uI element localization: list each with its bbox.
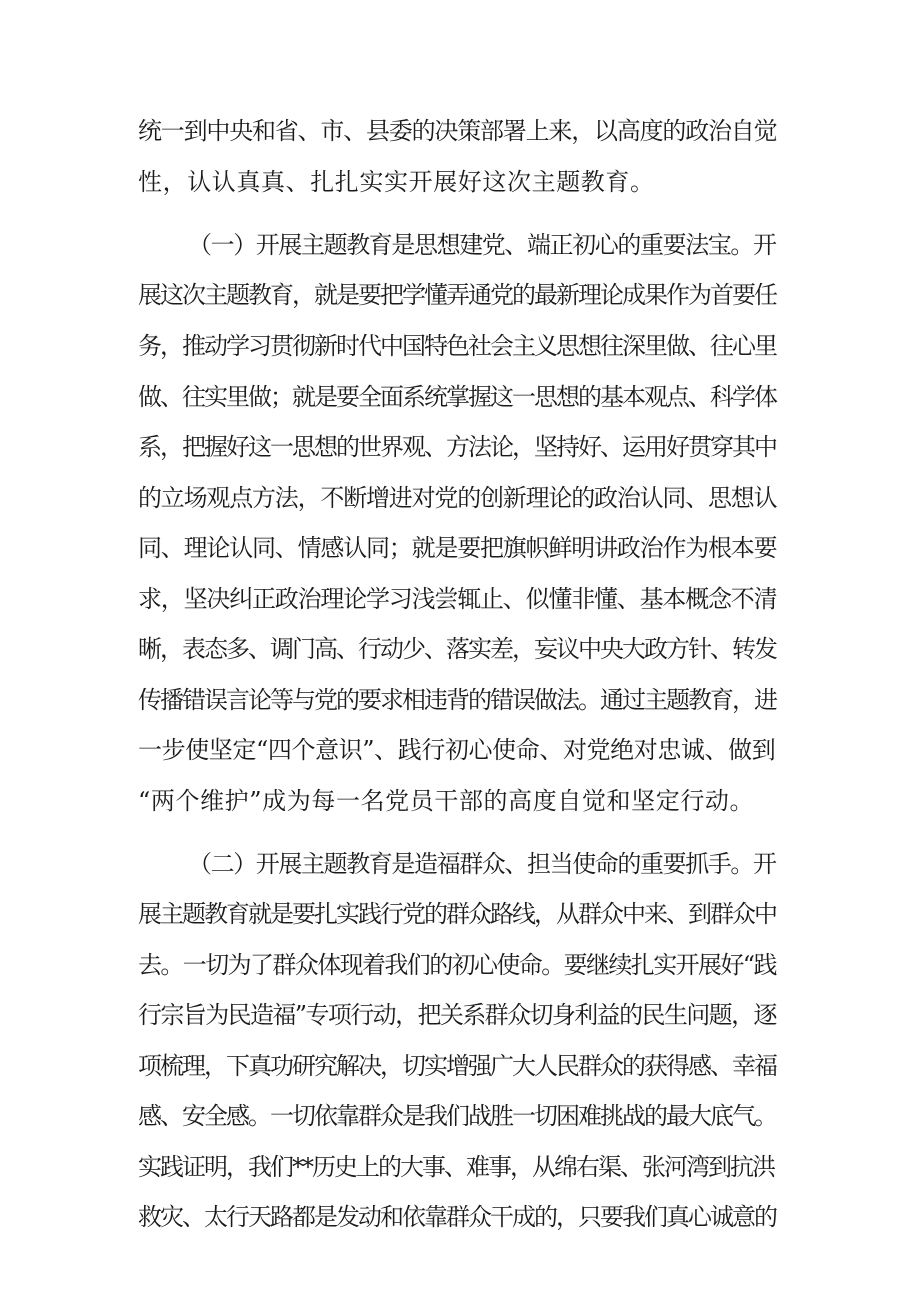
text-line: 行宗旨为民造福”专项行动，把关系群众切身利益的民生问题，逐 bbox=[138, 1001, 776, 1029]
paragraph-heading-line: （一）开展主题教育是思想建党、端正初心的重要法宝。开 bbox=[188, 231, 776, 259]
paragraph-heading-line: （二）开展主题教育是造福群众、担当使命的重要抓手。开 bbox=[188, 850, 776, 878]
text-line: 一步使坚定“四个意识”、践行初心使命、对党绝对忠诚、做到 bbox=[138, 736, 776, 764]
text-line: 系，把握好这一思想的世界观、方法论，坚持好、运用好贯穿其中 bbox=[138, 433, 776, 461]
text-line: “两个维护”成为每一名党员干部的高度自觉和坚定行动。 bbox=[138, 787, 755, 815]
text-line: 去。一切为了群众体现着我们的初心使命。要继续扎实开展好“践 bbox=[138, 951, 776, 979]
text-line: 实践证明，我们**历史上的大事、难事，从绵右渠、张河湾到抗洪 bbox=[138, 1153, 774, 1181]
text-line: 展这次主题教育，就是要把学懂弄通党的最新理论成果作为首要任 bbox=[138, 281, 776, 309]
text-line: 展主题教育就是要扎实践行党的群众路线，从群众中来、到群众中 bbox=[138, 900, 776, 928]
text-line: 感、安全感。一切依靠群众是我们战胜一切困难挑战的最大底气。 bbox=[138, 1102, 776, 1130]
text-line: 求，坚决纠正政治理论学习浅尝辄止、似懂非懂、基本概念不清 bbox=[138, 585, 777, 613]
text-line: 同、理论认同、情感认同；就是要把旗帜鲜明讲政治作为根本要 bbox=[138, 534, 777, 562]
text-line: 性，认认真真、扎扎实实开展好这次主题教育。 bbox=[138, 168, 655, 196]
text-line: 的立场观点方法，不断增进对党的创新理论的政治认同、思想认 bbox=[138, 484, 777, 512]
text-line: 传播错误言论等与党的要求相违背的错误做法。通过主题教育，进 bbox=[138, 686, 776, 714]
text-line: 做、往实里做；就是要全面系统掌握这一思想的基本观点、科学体 bbox=[138, 383, 776, 411]
text-line: 晰，表态多、调门高、行动少、落实差，妄议中央大政方针、转发 bbox=[138, 635, 776, 663]
text-line: 救灾、太行天路都是发动和依靠群众干成的，只要我们真心诚意的 bbox=[138, 1203, 776, 1231]
text-line: 统一到中央和省、市、县委的决策部署上来，以高度的政治自觉 bbox=[138, 117, 777, 145]
text-line: 项梳理，下真功研究解决，切实增强广大人民群众的获得感、幸福 bbox=[138, 1052, 776, 1080]
text-line: 务，推动学习贯彻新时代中国特色社会主义思想往深里做、往心里 bbox=[138, 332, 776, 360]
